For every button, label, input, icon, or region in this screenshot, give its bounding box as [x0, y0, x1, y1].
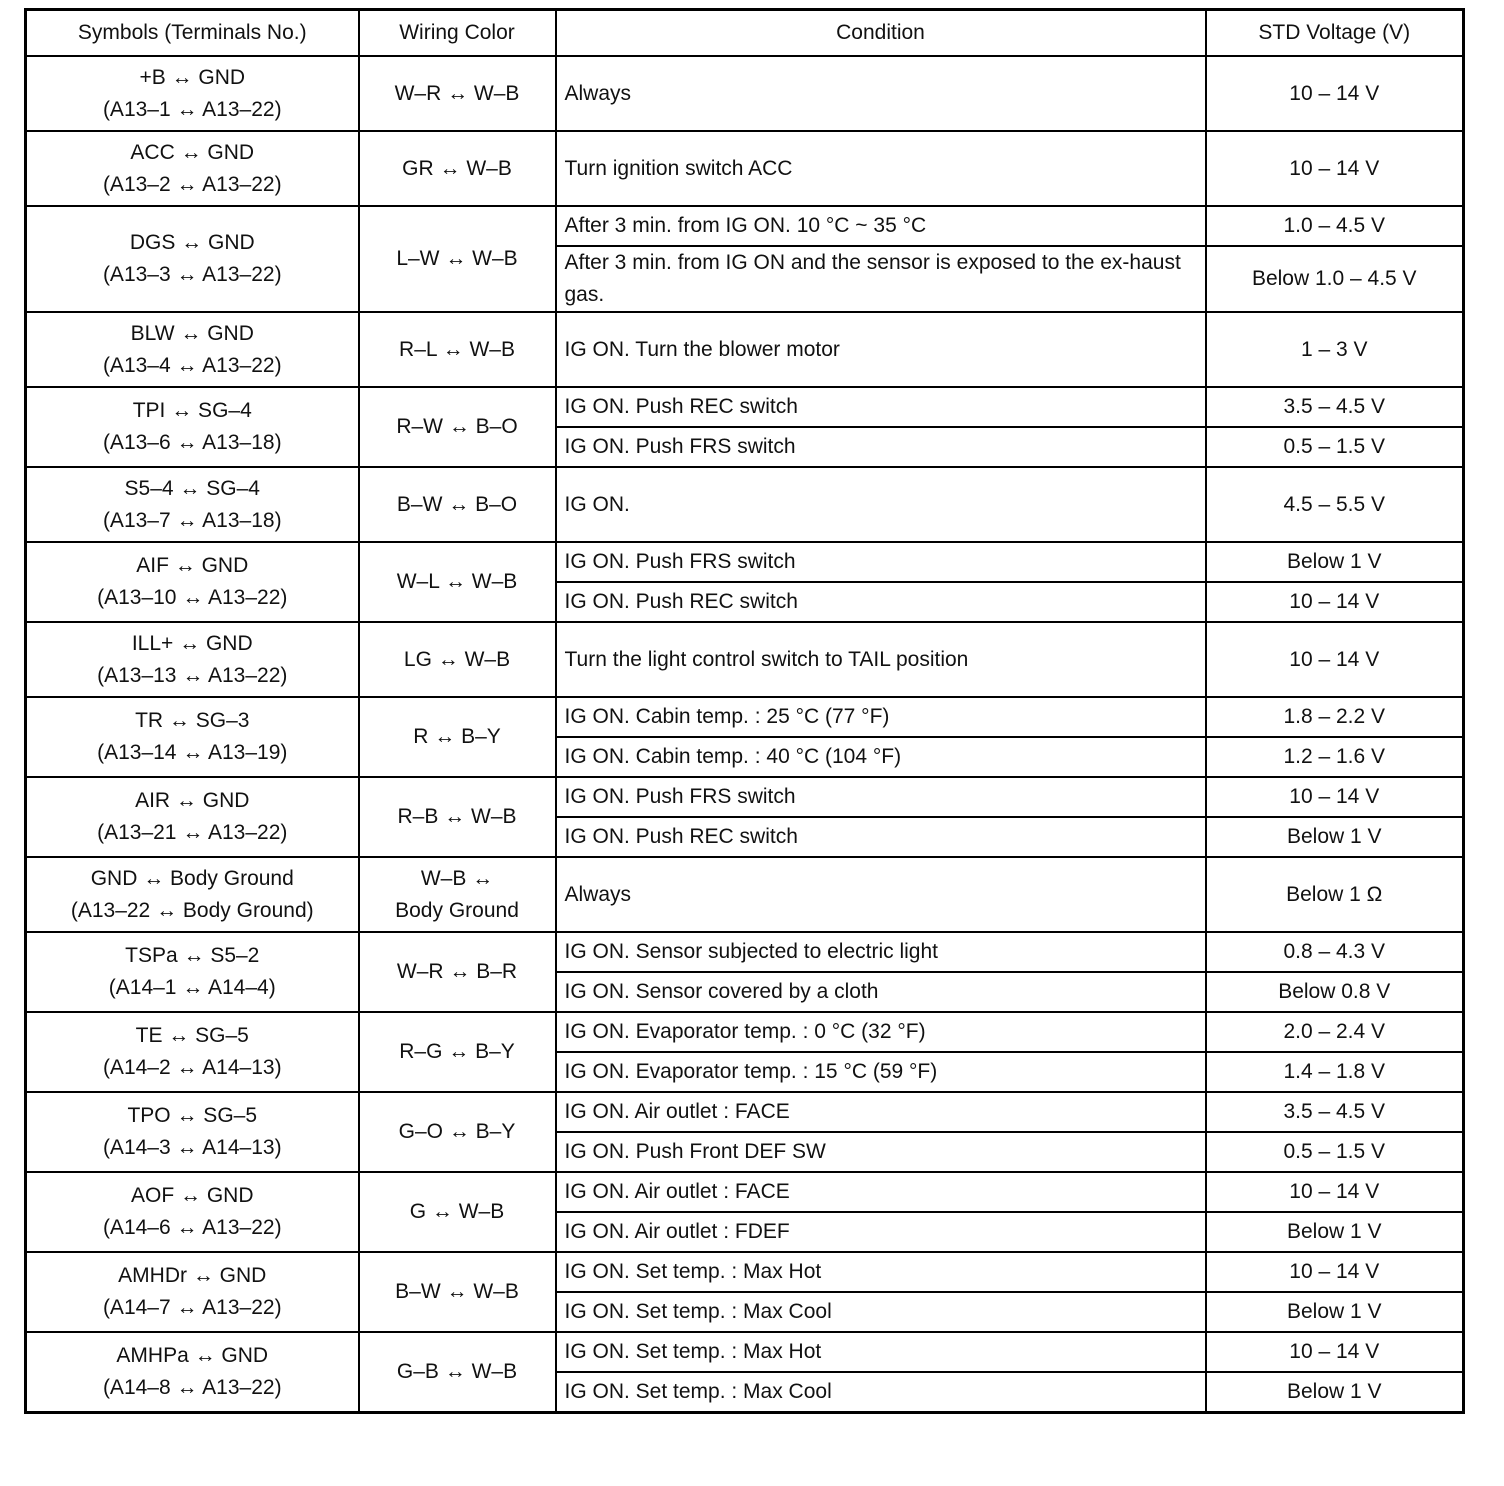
wiring-color-cell	[359, 1172, 556, 1252]
symbol-pair: AIR ↔ GND	[135, 789, 250, 812]
std-voltage-cell: Below 1 V	[1206, 1292, 1464, 1332]
wiring-color: W–R ↔ W–B	[394, 81, 520, 105]
header-std-voltage: STD Voltage (V)	[1206, 10, 1464, 57]
std-voltage-cell: 0.8 – 4.3 V	[1206, 932, 1464, 972]
table-row	[26, 857, 1464, 932]
symbol-pair: +B ↔ GND	[139, 65, 246, 89]
symbol-cell	[26, 1172, 359, 1252]
std-voltage-cell: 3.5 – 4.5 V	[1206, 387, 1464, 427]
header-condition: Condition	[556, 10, 1206, 57]
wiring-color: B–W ↔ B–O	[396, 492, 518, 516]
symbol-cell	[26, 56, 359, 131]
std-voltage-cell: 10 – 14 V	[1206, 777, 1464, 817]
symbol-cell	[26, 467, 359, 542]
std-voltage-cell: 4.5 – 5.5 V	[1206, 467, 1464, 542]
std-voltage-cell: 0.5 – 1.5 V	[1206, 1132, 1464, 1172]
wiring-color: G–B ↔ W–B	[396, 1360, 518, 1383]
terminal-numbers: (A14–1 ↔ A14–4)	[108, 976, 276, 999]
symbol-cell	[26, 1332, 359, 1413]
wiring-color-cell	[359, 1092, 556, 1172]
condition-cell: IG ON. Sensor covered by a cloth	[556, 972, 1206, 1012]
symbol-pair: TPO ↔ SG–5	[127, 1104, 258, 1127]
condition-cell: IG ON. Push Front DEF SW	[556, 1132, 1206, 1172]
wiring-color: R–B ↔ W–B	[397, 805, 517, 828]
symbol-cell	[26, 1092, 359, 1172]
condition-cell: IG ON. Push REC switch	[556, 582, 1206, 622]
std-voltage-cell: 10 – 14 V	[1206, 56, 1464, 131]
wiring-color-cell	[359, 932, 556, 1012]
wiring-color-cell	[359, 56, 556, 131]
table-row	[26, 622, 1464, 697]
table-row	[26, 312, 1464, 387]
terminal-numbers: (A13–1 ↔ A13–22)	[102, 97, 282, 121]
terminal-numbers: (A13–6 ↔ A13–18)	[102, 431, 282, 454]
header-wiring-color: Wiring Color	[359, 10, 556, 57]
wiring-color-cell	[359, 467, 556, 542]
wiring-color-cell	[359, 622, 556, 697]
condition-cell: IG ON. Push FRS switch	[556, 777, 1206, 817]
wiring-color: R–W ↔ B–O	[396, 415, 518, 438]
symbol-pair: ILL+ ↔ GND	[131, 631, 253, 655]
table-row	[26, 1012, 1464, 1052]
symbol-pair: BLW ↔ GND	[130, 321, 254, 345]
table-row	[26, 697, 1464, 737]
std-voltage-cell: 1 – 3 V	[1206, 312, 1464, 387]
terminal-numbers: (A13–14 ↔ A13–19)	[97, 741, 288, 764]
condition-cell: IG ON.	[556, 467, 1206, 542]
condition-cell: IG ON. Turn the blower motor	[556, 312, 1206, 387]
std-voltage-cell: 10 – 14 V	[1206, 1252, 1464, 1292]
terminal-voltage-table	[24, 8, 1465, 1414]
std-voltage-cell: 0.5 – 1.5 V	[1206, 427, 1464, 467]
table-row	[26, 777, 1464, 817]
wiring-color-cell	[359, 777, 556, 857]
header-row	[26, 10, 1464, 57]
terminal-numbers: (A14–8 ↔ A13–22)	[102, 1376, 282, 1399]
terminal-numbers: (A13–21 ↔ A13–22)	[97, 821, 288, 844]
std-voltage-cell: Below 1 V	[1206, 1372, 1464, 1413]
condition-cell: After 3 min. from IG ON and the sensor is exposed to the ex-haust gas.	[556, 246, 1206, 312]
wiring-color: R–L ↔ W–B	[399, 337, 515, 361]
terminal-numbers: (A13–13 ↔ A13–22)	[97, 663, 288, 687]
wiring-color: R–G ↔ B–Y	[399, 1040, 515, 1063]
table-row	[26, 387, 1464, 427]
condition-cell: IG ON. Air outlet : FACE	[556, 1092, 1206, 1132]
std-voltage-cell: 1.4 – 1.8 V	[1206, 1052, 1464, 1092]
condition-cell: IG ON. Air outlet : FACE	[556, 1172, 1206, 1212]
wiring-color-cell	[359, 1332, 556, 1413]
std-voltage-cell: 3.5 – 4.5 V	[1206, 1092, 1464, 1132]
std-voltage-cell: 10 – 14 V	[1206, 582, 1464, 622]
wiring-color-cell	[359, 697, 556, 777]
symbol-pair: AMHDr ↔ GND	[118, 1264, 267, 1287]
wiring-color: L–W ↔ W–B	[396, 247, 518, 270]
table-row	[26, 467, 1464, 542]
terminal-numbers: (A13–4 ↔ A13–22)	[102, 353, 282, 377]
condition-cell: After 3 min. from IG ON. 10 °C ~ 35 °C	[556, 206, 1206, 246]
wiring-color: Body Ground	[395, 898, 519, 922]
symbol-pair: GND ↔ Body Ground	[90, 866, 294, 890]
terminal-numbers: (A14–7 ↔ A13–22)	[102, 1296, 282, 1319]
std-voltage-cell: 2.0 – 2.4 V	[1206, 1012, 1464, 1052]
symbol-pair: TSPa ↔ S5–2	[125, 944, 260, 967]
std-voltage-cell: Below 1 Ω	[1206, 857, 1464, 932]
table-row	[26, 1252, 1464, 1292]
symbol-pair: DGS ↔ GND	[129, 231, 255, 254]
table-row	[26, 1092, 1464, 1132]
terminal-numbers: (A13–3 ↔ A13–22)	[102, 263, 282, 286]
condition-cell: IG ON. Cabin temp. : 40 °C (104 °F)	[556, 737, 1206, 777]
table-row	[26, 932, 1464, 972]
terminal-numbers: (A13–22 ↔ Body Ground)	[70, 898, 314, 922]
std-voltage-cell: Below 0.8 V	[1206, 972, 1464, 1012]
symbol-cell	[26, 1012, 359, 1092]
symbol-pair: AOF ↔ GND	[130, 1184, 254, 1207]
table-row	[26, 131, 1464, 206]
symbol-cell	[26, 777, 359, 857]
symbol-pair: TPI ↔ SG–4	[132, 399, 252, 422]
symbol-cell	[26, 542, 359, 622]
wiring-color-cell	[359, 206, 556, 312]
std-voltage-cell: 1.0 – 4.5 V	[1206, 206, 1464, 246]
symbol-cell	[26, 131, 359, 206]
wiring-color: GR ↔ W–B	[402, 156, 512, 180]
std-voltage-cell: 10 – 14 V	[1206, 1332, 1464, 1372]
wiring-color: R ↔ B–Y	[413, 725, 501, 748]
std-voltage-cell: Below 1 V	[1206, 817, 1464, 857]
table-row	[26, 542, 1464, 582]
condition-cell: IG ON. Air outlet : FDEF	[556, 1212, 1206, 1252]
wiring-color: W–R ↔ B–R	[396, 960, 518, 983]
symbol-cell	[26, 622, 359, 697]
wiring-color-cell	[359, 1012, 556, 1092]
wiring-color-cell	[359, 542, 556, 622]
wiring-color: LG ↔ W–B	[403, 647, 511, 671]
condition-cell: IG ON. Evaporator temp. : 15 °C (59 °F)	[556, 1052, 1206, 1092]
condition-cell: IG ON. Push REC switch	[556, 387, 1206, 427]
symbol-pair: AMHPa ↔ GND	[116, 1344, 269, 1367]
table-row	[26, 56, 1464, 131]
wiring-color-cell	[359, 131, 556, 206]
symbol-pair: S5–4 ↔ SG–4	[124, 476, 260, 500]
condition-cell: IG ON. Push FRS switch	[556, 542, 1206, 582]
condition-cell: IG ON. Evaporator temp. : 0 °C (32 °F)	[556, 1012, 1206, 1052]
wiring-color-cell	[359, 312, 556, 387]
wiring-color-cell	[359, 387, 556, 467]
wiring-color-cell	[359, 1252, 556, 1332]
condition-cell: IG ON. Set temp. : Max Hot	[556, 1252, 1206, 1292]
condition-cell: IG ON. Set temp. : Max Cool	[556, 1372, 1206, 1413]
std-voltage-cell: Below 1 V	[1206, 542, 1464, 582]
condition-cell: IG ON. Push FRS switch	[556, 427, 1206, 467]
condition-cell: Turn the light control switch to TAIL position	[556, 622, 1206, 697]
wiring-color: B–W ↔ W–B	[395, 1280, 519, 1303]
condition-cell: Always	[556, 857, 1206, 932]
wiring-color: G ↔ W–B	[409, 1200, 505, 1223]
table-row	[26, 1172, 1464, 1212]
std-voltage-cell: Below 1 V	[1206, 1212, 1464, 1252]
symbol-cell	[26, 697, 359, 777]
terminal-numbers: (A13–10 ↔ A13–22)	[97, 586, 288, 609]
symbol-pair: AIF ↔ GND	[136, 554, 249, 577]
std-voltage-cell: 10 – 14 V	[1206, 1172, 1464, 1212]
header-symbols: Symbols (Terminals No.)	[26, 10, 359, 57]
terminal-numbers: (A14–2 ↔ A14–13)	[102, 1056, 282, 1079]
wiring-color: W–L ↔ W–B	[396, 570, 518, 593]
symbol-pair: TR ↔ SG–3	[135, 709, 250, 732]
terminal-numbers: (A13–7 ↔ A13–18)	[102, 508, 282, 532]
condition-cell: IG ON. Set temp. : Max Cool	[556, 1292, 1206, 1332]
symbol-pair: TE ↔ SG–5	[135, 1024, 249, 1047]
condition-cell: IG ON. Sensor subjected to electric light	[556, 932, 1206, 972]
wiring-color: W–B ↔	[420, 866, 494, 890]
std-voltage-cell: Below 1.0 – 4.5 V	[1206, 246, 1464, 312]
std-voltage-cell: 10 – 14 V	[1206, 622, 1464, 697]
terminal-numbers: (A14–3 ↔ A14–13)	[102, 1136, 282, 1159]
std-voltage-cell: 1.8 – 2.2 V	[1206, 697, 1464, 737]
wiring-color: G–O ↔ B–Y	[398, 1120, 516, 1143]
condition-cell: IG ON. Cabin temp. : 25 °C (77 °F)	[556, 697, 1206, 737]
condition-cell: Turn ignition switch ACC	[556, 131, 1206, 206]
terminal-numbers: (A14–6 ↔ A13–22)	[102, 1216, 282, 1239]
table-row	[26, 206, 1464, 246]
symbol-cell	[26, 932, 359, 1012]
terminal-numbers: (A13–2 ↔ A13–22)	[102, 172, 282, 196]
condition-cell: Always	[556, 56, 1206, 131]
symbol-cell	[26, 387, 359, 467]
table-row	[26, 1332, 1464, 1372]
condition-cell: IG ON. Set temp. : Max Hot	[556, 1332, 1206, 1372]
wiring-color-cell	[359, 857, 556, 932]
symbol-cell	[26, 857, 359, 932]
symbol-cell	[26, 1252, 359, 1332]
symbol-cell	[26, 312, 359, 387]
table-body	[26, 56, 1464, 1413]
std-voltage-cell: 10 – 14 V	[1206, 131, 1464, 206]
symbol-pair: ACC ↔ GND	[130, 140, 255, 164]
std-voltage-cell: 1.2 – 1.6 V	[1206, 737, 1464, 777]
symbol-cell	[26, 206, 359, 312]
condition-cell: IG ON. Push REC switch	[556, 817, 1206, 857]
